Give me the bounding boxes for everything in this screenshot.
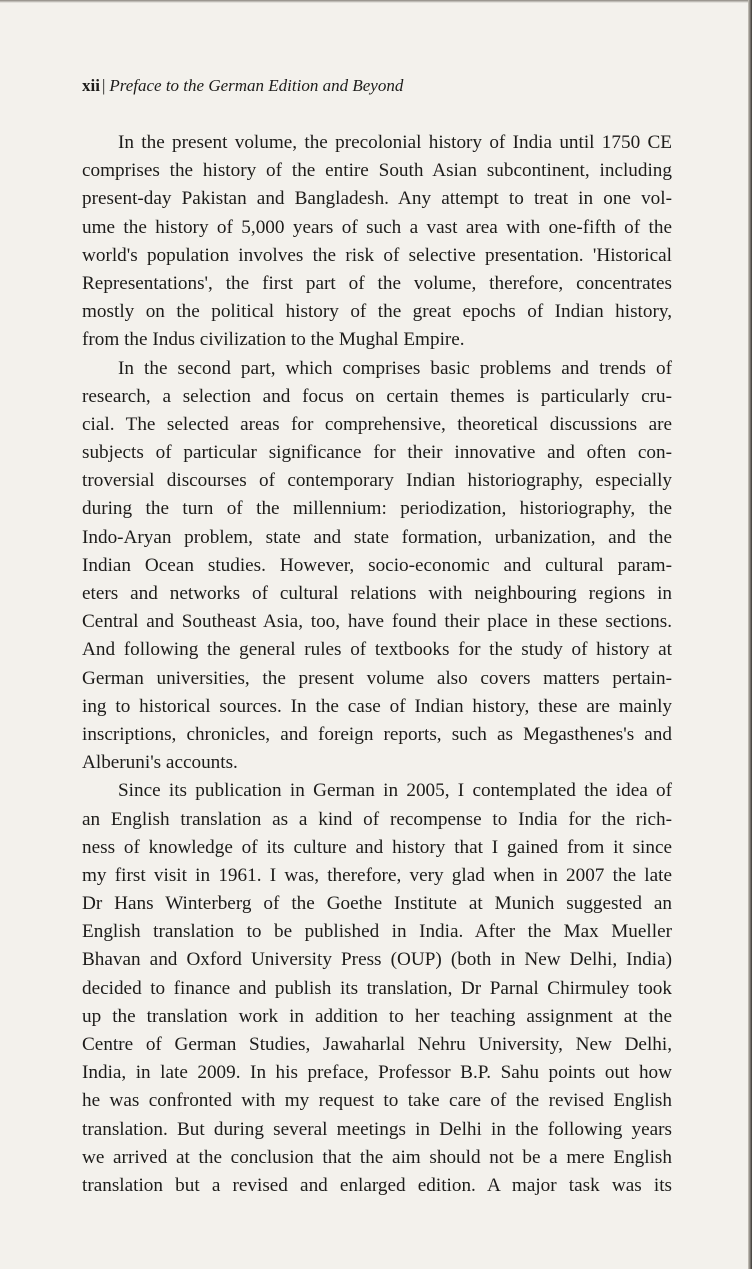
text-line: And following the general rules of textbooks for the study of history at bbox=[82, 639, 672, 661]
text-line: In the second part, which comprises basic problems and trends of bbox=[118, 357, 672, 379]
header-separator: | bbox=[101, 76, 106, 95]
text-line: present-day Pakistan and Bangladesh. Any attempt to treat in one vol- bbox=[82, 188, 672, 210]
text-line: Since its publication in German in 2005, I contemplated the idea of bbox=[118, 780, 672, 802]
text-line: during the turn of the millennium: periodization, historiography, the bbox=[82, 498, 672, 520]
text-line: Bhavan and Oxford University Press (OUP) (both in New Delhi, India) bbox=[82, 949, 672, 971]
body-text bbox=[82, 129, 672, 1200]
page-top-edge bbox=[0, 0, 752, 3]
text-line: In the present volume, the precolonial history of India until 1750 CE bbox=[118, 132, 672, 153]
text-line: Indian Ocean studies. However, socio-economic and cultural param- bbox=[82, 554, 672, 576]
text-line: Dr Hans Winterberg of the Goethe Institute at Munich suggested an bbox=[82, 893, 672, 915]
text-line: up the translation work in addition to her teaching assignment at the bbox=[82, 1005, 672, 1027]
text-line: translation but a revised and enlarged edition. A major task was its bbox=[82, 1174, 672, 1196]
running-header bbox=[82, 76, 403, 96]
text-line: troversial discourses of contemporary Indian historiography, especially bbox=[82, 470, 672, 492]
text-line: translation. But during several meetings in Delhi in the following years bbox=[82, 1118, 672, 1140]
text-line: from the Indus civilization to the Mughal Empire. bbox=[82, 329, 465, 351]
text-line: inscriptions, chronicles, and foreign reports, such as Megasthenes's and bbox=[82, 723, 672, 745]
text-line: my first visit in 1961. I was, therefore, very glad when in 2007 the late bbox=[82, 864, 672, 886]
text-line: German universities, the present volume also covers matters pertain- bbox=[82, 667, 672, 689]
text-line: Central and Southeast Asia, too, have found their place in these sections. bbox=[82, 611, 672, 633]
text-line: ume the history of 5,000 years of such a vast area with one-fifth of the bbox=[82, 216, 672, 238]
text-line: comprises the history of the entire South Asian subcontinent, including bbox=[82, 160, 672, 182]
text-line: cial. The selected areas for comprehensive, theoretical discussions are bbox=[82, 413, 672, 435]
text-line: ing to historical sources. In the case of Indian history, these are mainly bbox=[82, 695, 672, 717]
text-line: an English translation as a kind of recompense to India for the rich- bbox=[82, 808, 672, 830]
text-line: subjects of particular significance for their innovative and often con- bbox=[82, 442, 672, 464]
text-line: Indo-Aryan problem, state and state formation, urbanization, and the bbox=[82, 526, 672, 548]
text-line: research, a selection and focus on certain themes is particularly cru- bbox=[82, 385, 672, 407]
text-line: India, in late 2009. In his preface, Professor B.P. Sahu points out how bbox=[82, 1062, 672, 1084]
text-line: he was confronted with my request to take care of the revised English bbox=[82, 1090, 672, 1112]
text-line: Alberuni's accounts. bbox=[82, 752, 238, 774]
text-line: we arrived at the conclusion that the aim should not be a mere English bbox=[82, 1146, 672, 1168]
text-line: ness of knowledge of its culture and history that I gained from it since bbox=[82, 836, 672, 858]
page-right-edge-shadow bbox=[748, 0, 752, 1269]
text-line: mostly on the political history of the great epochs of Indian history, bbox=[82, 301, 672, 323]
text-line: world's population involves the risk of selective presentation. 'Historical bbox=[82, 244, 672, 266]
text-line: decided to finance and publish its translation, Dr Parnal Chirmuley took bbox=[82, 977, 672, 999]
text-line: Centre of German Studies, Jawaharlal Nehru University, New Delhi, bbox=[82, 1034, 672, 1055]
text-line: Representations', the first part of the volume, therefore, concentrates bbox=[82, 272, 672, 294]
running-title: Preface to the German Edition and Beyond bbox=[109, 76, 404, 95]
page-number: xii bbox=[82, 76, 100, 95]
text-line: eters and networks of cultural relations with neighbouring regions in bbox=[82, 583, 672, 604]
text-line: English translation to be published in India. After the Max Mueller bbox=[82, 921, 672, 943]
